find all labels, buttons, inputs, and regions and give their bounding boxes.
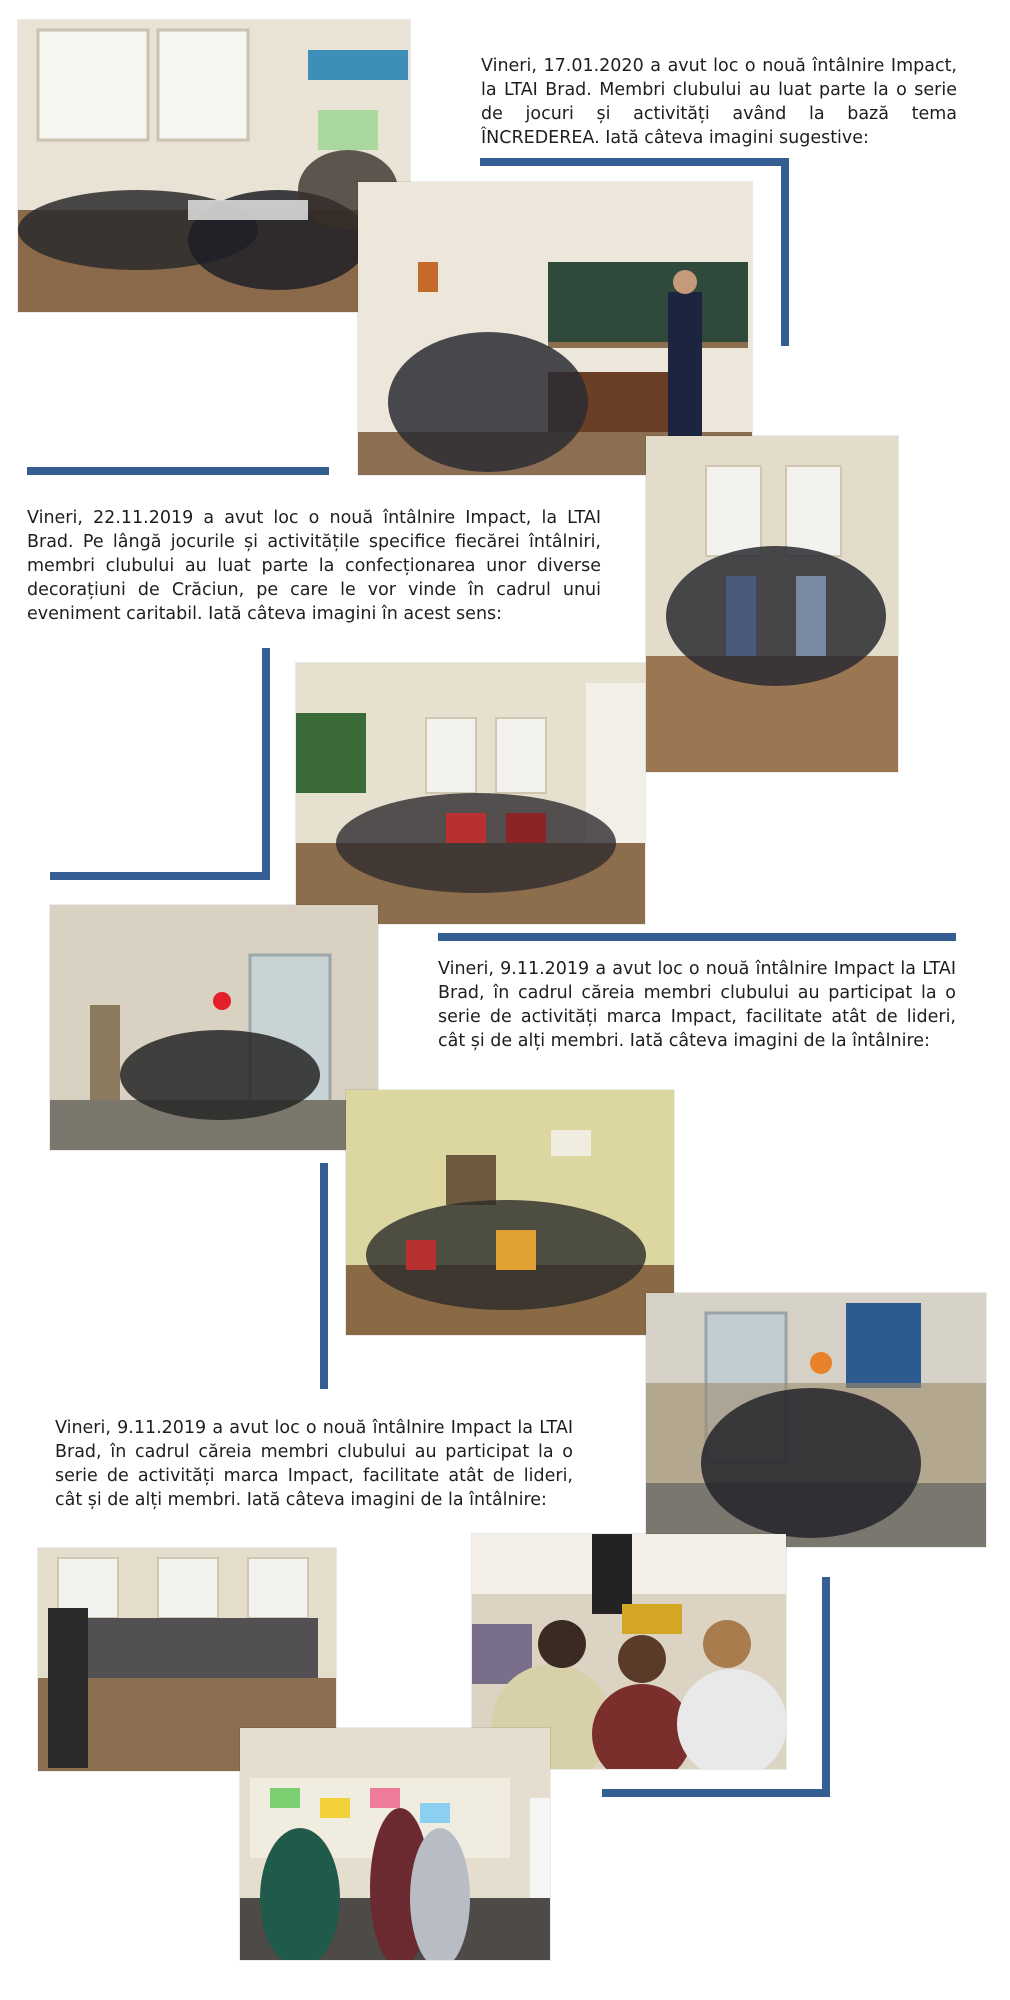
accent-bar-1-vertical (781, 158, 789, 346)
accent-bar-6-vertical (822, 1577, 830, 1797)
accent-bar-5-vertical (320, 1163, 328, 1389)
accent-bar-3-horizontal (50, 872, 270, 880)
photo-group-around-table (346, 1090, 674, 1335)
photo-classroom-chalkboard (358, 182, 752, 475)
accent-bar-4-horizontal (438, 933, 956, 941)
photo-students-circle-game (18, 20, 410, 312)
accent-bar-1-horizontal (480, 158, 788, 166)
section-3-text: Vineri, 9.11.2019 a avut loc o nouă întâlnire Impact la LTAI Brad, în cadrul căreia membri clubului au participat la o serie de activități marca Impact, facilitate atât de lideri, cât și de alți membri. Iată câteva imagini de la întâlnire: (438, 959, 956, 1051)
accent-bar-6-horizontal (602, 1789, 830, 1797)
photo-students-crafting-tables (296, 663, 645, 924)
photo-corridor-board (646, 1293, 986, 1547)
photo-students-tag-board (240, 1728, 550, 1960)
photo-hallway-balloon (50, 905, 378, 1150)
section-4-text: Vineri, 9.11.2019 a avut loc o nouă întâlnire Impact la LTAI Brad, în cadrul căreia membri clubului au participat la o serie de activități marca Impact, facilitate atât de lideri, cât și de alți membri. Iată câteva imagini de la întâlnire: (55, 1418, 573, 1510)
section-1-text: Vineri, 17.01.2020 a avut loc o nouă întâlnire Impact, la LTAI Brad. Membri clubului au luat parte la o serie de jocuri și activități având la bază tema ÎNCREDEREA. Iată câteva imagini sugestive: (481, 56, 957, 148)
accent-bar-2-horizontal (27, 467, 329, 475)
photo-students-standing-circle (646, 436, 898, 772)
section-2-text: Vineri, 22.11.2019 a avut loc o nouă întâlnire Impact, la LTAI Brad. Pe lângă jocurile și activitățile specifice fiecărei întâlniri, membri clubului au luat parte la confecționarea unor diverse decorațiuni de Crăciun, pe care le vor vinde în cadrul unui eveniment caritabil. Iată câteva imagini în acest sens: (27, 508, 601, 624)
accent-bar-3-vertical (262, 648, 270, 880)
